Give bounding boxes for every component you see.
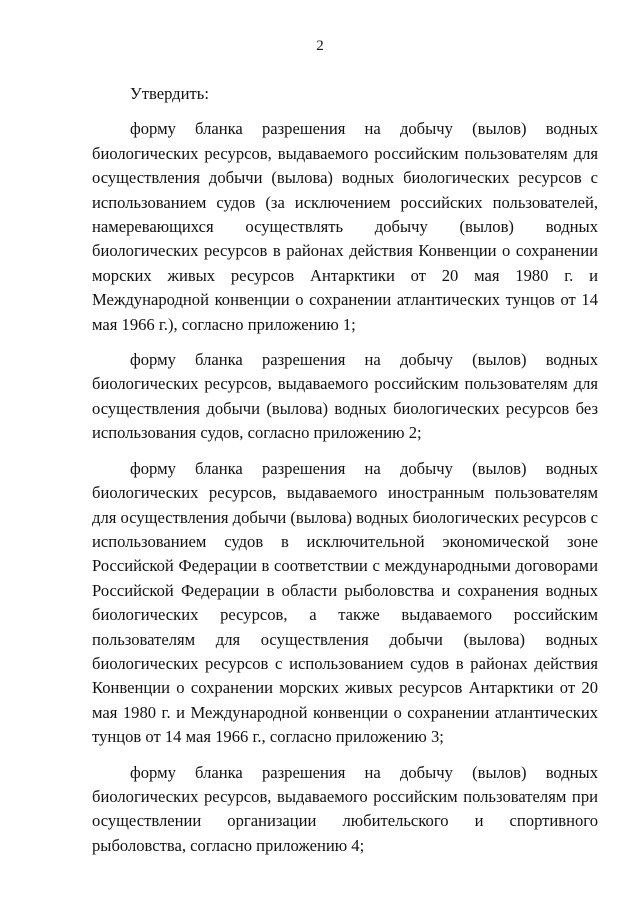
clause-appendix-3: форму бланка разрешения на добычу (вылов) водных биологических ресурсов, выдаваемого иностранным пользователям для осуществления добычи (вылова) водных биологических ресурсов с использованием судов в исключительной экономической зоне Российской Федерации в соответствии с международными договорами Российской Федерации в области рыболовства и сохранения водных биологических ресурсов, а также выдаваемого российским пользователям для осуществления добычи (вылова) водных биологических ресурсов с использованием судов в районах действия Конвенции о сохранении морских живых ресурсов Антарктики от 20 мая 1980 г. и Международной конвенции о сохранении атлантических тунцов от 14 мая 1966 г., согласно приложению 3; [92, 458, 598, 747]
clause-appendix-1: форму бланка разрешения на добычу (вылов) водных биологических ресурсов, выдаваемого российским пользователям для осуществления добычи (вылова) водных биологических ресурсов с использованием судов (за исключением российских пользователей, намеревающихся осуществлять добычу (вылов) водных биологических ресурсов в районах действия Конвенции о сохранении морских живых ресурсов Антарктики от 20 мая 1980 г. и Международной конвенции о сохранении атлантических тунцов от 14 мая 1966 г.), согласно приложению 1; [92, 119, 598, 334]
document-body [92, 82, 598, 858]
clause-appendix-2: форму бланка разрешения на добычу (вылов) водных биологических ресурсов, выдаваемого российским пользователям для осуществления добычи (вылова) водных биологических ресурсов без использования судов, согласно приложению 2; [92, 350, 598, 443]
page-number: 2 [316, 38, 324, 54]
clause-appendix-4: форму бланка разрешения на добычу (вылов) водных биологических ресурсов, выдаваемого российским пользователям при осуществлении организации любительского и спортивного рыболовства, согласно приложению 4; [92, 762, 598, 855]
heading-approve: Утвердить: [130, 84, 209, 103]
